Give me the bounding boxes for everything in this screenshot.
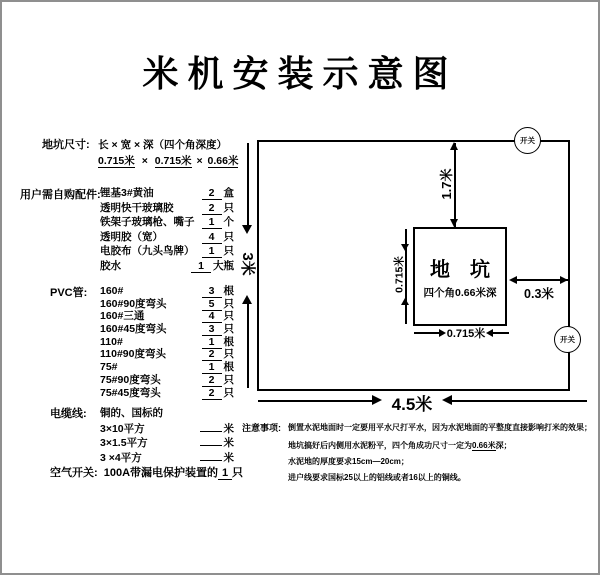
multiply-sign: × [196,155,203,167]
pit-size-value-1: 0.715米 [98,155,135,167]
dim-3m-line-lower [247,304,249,388]
pvc-list [100,283,234,397]
list-item [100,321,234,334]
cable-list [100,421,234,464]
item-name: 160#三通 [100,310,145,323]
note-line-3: 水泥地的厚度要求15cm—20cm； [288,457,409,466]
pit-size-value-2: 0.715米 [154,155,192,167]
air-switch-unit: 只 [232,467,244,479]
item-qty: 1 [202,216,222,229]
arrowhead-right-icon [560,276,568,284]
item-name: 3×10平方 [100,423,145,435]
item-name: 透明胶（宽） [100,230,163,243]
item-name: 110# [100,335,123,348]
note-line-2-post: 深； [495,441,512,450]
list-item [100,308,234,321]
item-unit: 只 [223,245,234,258]
arrowhead-down-icon [450,219,458,227]
item-unit: 根 [223,335,234,348]
dim-pit-width-line-right [493,332,509,334]
note-line-2 [288,440,512,451]
item-qty: 2 [202,187,222,200]
item-name: 铁架子玻璃枪、嘴子 [100,216,195,229]
list-item [100,421,234,435]
item-qty: 5 [202,298,222,311]
item-unit: 米 [223,423,234,435]
pit-size-value-3: 0.66米 [207,155,239,167]
item-unit: 只 [223,348,234,361]
dim-0_3m-label: 0.3米 [524,287,554,301]
item-name: 3 ×4平方 [100,451,142,464]
item-qty: 2 [202,374,222,387]
item-qty: 2 [202,387,222,400]
item-qty: 1 [202,245,222,258]
item-name: 160#90度弯头 [100,297,167,310]
list-item [100,243,234,258]
item-unit: 只 [223,386,234,399]
accessories-list [100,185,234,273]
item-unit: 盒 [223,187,234,199]
list-item [100,450,234,464]
item-unit: 个 [223,216,234,229]
item-unit: 只 [223,230,234,243]
list-item [100,334,234,347]
item-unit: 根 [223,361,234,374]
dim-3m-label: 3米 [239,252,257,276]
multiply-sign: × [141,155,148,167]
dim-3m-line-upper [247,143,249,225]
arrowhead-left-icon [509,276,517,284]
list-item [100,229,234,244]
item-unit: 只 [223,323,234,336]
item-qty: 3 [202,323,222,336]
arrowhead-up-icon [242,295,252,304]
arrowhead-left-icon [486,329,493,337]
list-item [100,385,234,398]
list-item [100,258,234,273]
air-switch-label: 空气开关: [50,467,98,479]
switch-label: 开关 [560,335,575,344]
item-unit: 米 [223,451,234,464]
cable-spec: 铜的、国标的 [100,407,163,419]
dim-pit-width-line-left [414,332,439,334]
item-name: 160# [100,285,124,297]
pit-rect [413,227,507,326]
item-qty [200,460,222,461]
air-switch-qty: 1 [218,467,232,480]
dim-pit-width-label: 0.715米 [446,328,486,340]
pit-depth-note: 四个角0.66米深 [423,287,497,299]
item-unit: 只 [223,297,234,310]
notes-label: 注意事项: [242,423,281,433]
list-item [100,283,234,296]
item-name: 电胶布（九头鸟牌） [100,245,195,258]
list-item [100,185,234,200]
arrowhead-down-icon [242,225,252,234]
note-line-2-underlined: 0.66米 [472,441,496,450]
pit-size-formula: 长 × 宽 × 深（四个角深度） [98,139,228,151]
item-qty: 1 [202,336,222,349]
dim-pit-height-label: 0.715米 [393,256,406,293]
cable-label: 电缆线: [50,408,87,420]
arrowhead-left-icon [442,395,452,405]
item-qty: 4 [202,231,222,244]
item-name: 75# [100,361,118,374]
list-item [100,200,234,215]
pvc-label: PVC管: [50,287,88,299]
item-qty: 4 [202,310,222,323]
list-item [100,372,234,385]
item-qty [200,445,222,446]
item-name: 75#90度弯头 [100,373,161,386]
item-qty [200,431,222,432]
dim-4_5m-label: 4.5米 [391,395,433,414]
item-name: 透明快干玻璃胶 [100,201,174,214]
switch-symbol-top [514,127,541,154]
item-qty: 1 [191,260,211,273]
list-item [100,359,234,372]
item-qty: 2 [202,202,222,215]
accessories-label: 用户需自购配件: [20,189,101,201]
item-name: 160#45度弯头 [100,323,167,336]
switch-symbol-right [554,326,581,353]
air-switch-desc: 100A带漏电保护装置的 [103,467,219,479]
item-name: 110#90度弯头 [100,348,166,361]
note-line-4: 进户线要求国标25以上的铝线或者16以上的铜线。 [288,473,466,482]
arrowhead-up-icon [450,142,458,150]
switch-label: 开关 [520,136,535,145]
note-line-1: 倒置水泥地面时一定要用平水尺打平水，因为水泥地面的平整度直接影响打米的效果； [288,423,592,432]
item-unit: 米 [223,437,234,450]
list-item [100,214,234,229]
list-item [100,435,234,449]
dim-4_5m-line-right [452,400,587,402]
note-line-2-pre: 地坑搞好后内侧用水泥粉平，四个角成功尺寸一定为 [288,441,472,450]
air-switch-line [50,464,243,480]
item-unit: 大瓶 [213,259,234,272]
item-qty: 2 [202,348,222,361]
item-qty: 3 [202,285,222,298]
item-name: 3×1.5平方 [100,437,148,450]
pit-size-label: 地坑尺寸: [42,139,90,151]
item-unit: 根 [223,285,234,297]
arrowhead-right-icon [439,329,446,337]
page-title: 米机安装示意图 [142,53,458,94]
item-qty: 1 [202,361,222,374]
item-unit: 只 [223,201,234,214]
dim-4_5m-line-left [258,400,372,402]
pit-title: 地 坑 [430,259,490,281]
arrowhead-right-icon [372,395,382,405]
dim-1_7m-label: 1.7米 [438,168,454,200]
item-name: 75#45度弯头 [100,386,161,399]
item-name: 胶水 [100,259,121,272]
list-item [100,296,234,309]
item-name: 锂基3#黄油 [100,187,154,199]
pit-size-values [98,153,238,168]
item-unit: 只 [223,310,234,323]
pit-size-line [42,135,227,153]
list-item [100,346,234,359]
item-unit: 只 [223,373,234,386]
